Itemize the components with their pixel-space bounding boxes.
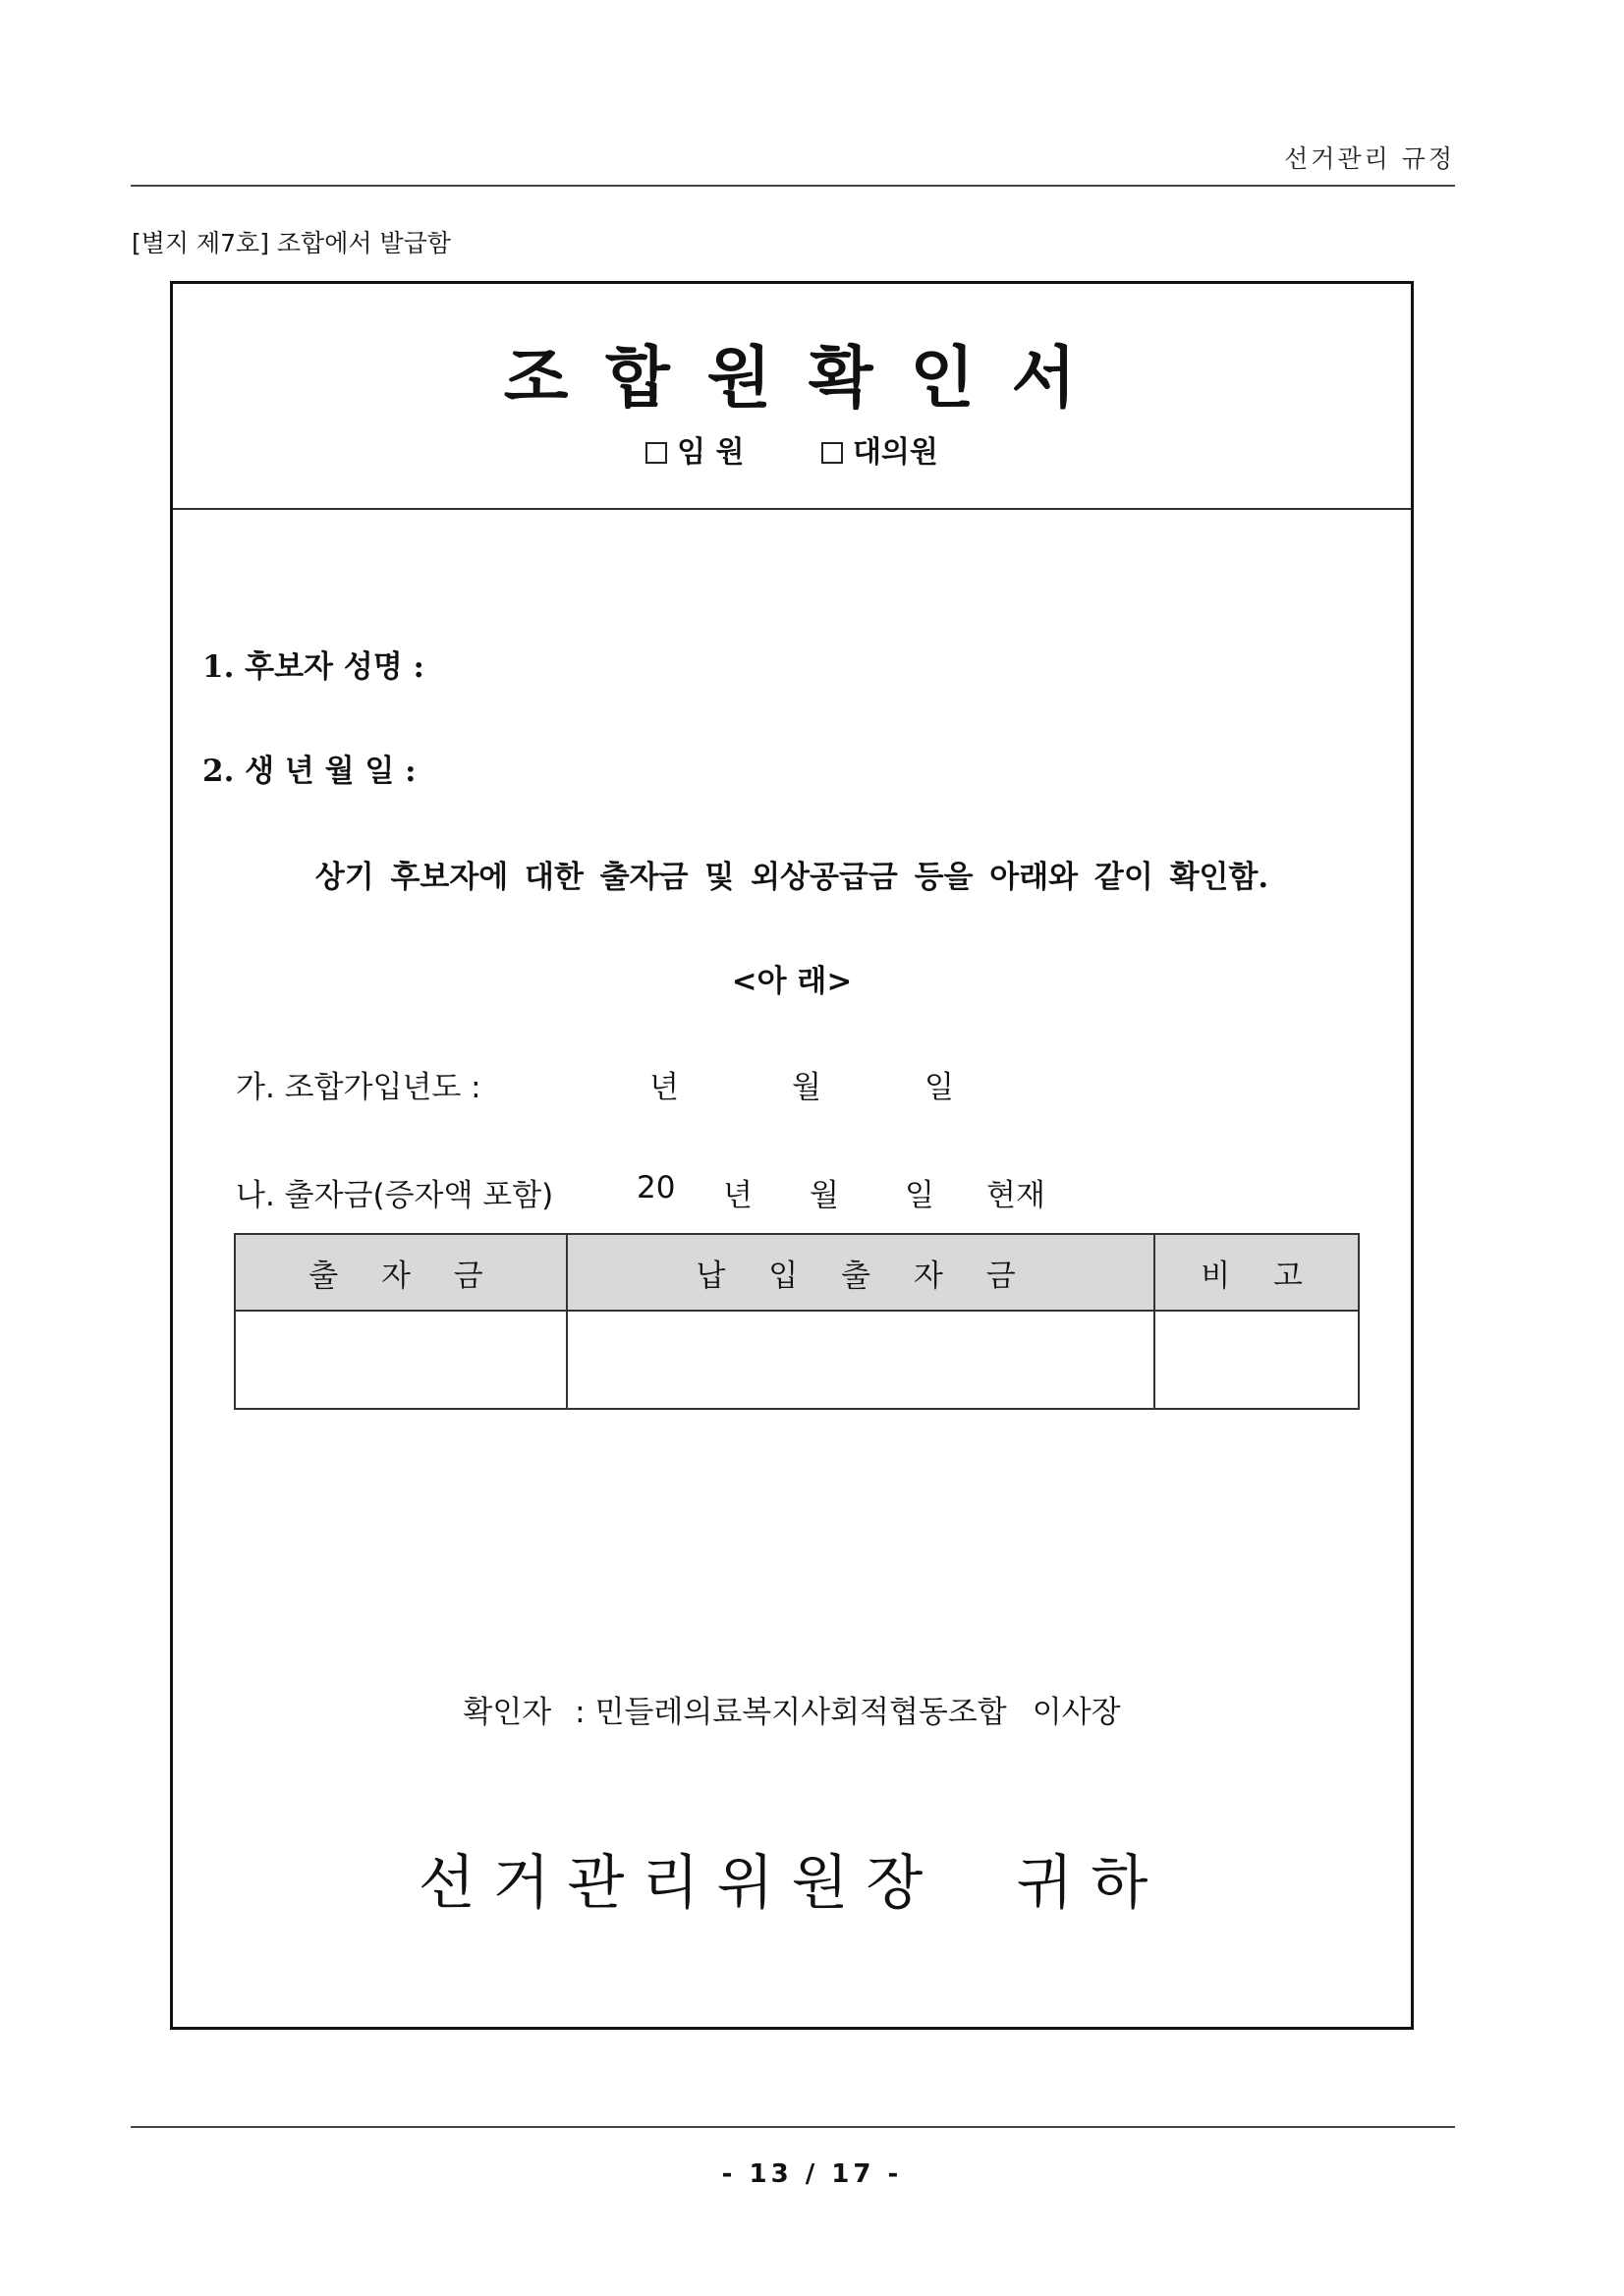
checkbox-delegate-label: 대의원 — [852, 435, 938, 470]
header-divider — [131, 185, 1455, 187]
footer-divider — [131, 2126, 1455, 2128]
cell-remarks[interactable] — [1154, 1311, 1359, 1409]
header-remarks: 비 고 — [1154, 1234, 1359, 1311]
candidate-name-field[interactable]: 1. 후보자 성명 : — [202, 649, 424, 685]
cell-contribution[interactable] — [235, 1311, 567, 1409]
role-checkbox-row — [173, 427, 1411, 471]
header-paid-contribution: 납 입 출 자 금 — [567, 1234, 1154, 1311]
join-year-month[interactable]: 월 — [792, 1070, 821, 1105]
confirmer-role: 이사장 — [1032, 1695, 1121, 1730]
page-number: - 13 / 17 - — [721, 2159, 903, 2189]
contribution-label: 나. 출자금(증자액 포함) — [236, 1178, 554, 1213]
join-year-label: 가. 조합가입년도 : — [236, 1070, 481, 1105]
table-header-row — [235, 1234, 1359, 1311]
contribution-century: 20 — [637, 1170, 676, 1205]
confirmer-org: 민들레의료복지사회적협동조합 — [594, 1695, 1007, 1730]
contribution-year[interactable]: 년 — [723, 1178, 753, 1213]
checkbox-delegate-box[interactable] — [821, 442, 843, 464]
confirmation-statement: 상기 후보자에 대한 출자금 및 외상공급금 등을 아래와 같이 확인함. — [314, 860, 1269, 895]
confirmer-line — [173, 1687, 1411, 1731]
contribution-day[interactable]: 일 — [905, 1178, 934, 1213]
below-notice: <아 래> — [731, 964, 853, 999]
checkbox-delegate[interactable] — [821, 427, 938, 471]
contribution-month[interactable]: 월 — [810, 1178, 839, 1213]
running-header: 선거관리 규정 — [1284, 144, 1455, 173]
confirmer-label: 확인자 : — [463, 1695, 586, 1730]
join-year-year[interactable]: 년 — [649, 1070, 679, 1105]
document-title: 조 합 원 확 인 서 — [503, 339, 1081, 418]
addressee: 선거관리위원장 귀하 — [418, 1849, 1166, 1918]
header-contribution: 출 자 금 — [235, 1234, 567, 1311]
contribution-asof: 현재 — [986, 1178, 1045, 1213]
form-frame — [170, 281, 1414, 2030]
cell-paid-contribution[interactable] — [567, 1311, 1154, 1409]
table-row — [235, 1311, 1359, 1409]
checkbox-officer-label: 임 원 — [677, 435, 745, 470]
birth-date-field[interactable]: 2. 생 년 월 일 : — [202, 754, 417, 789]
form-reference: [별지 제7호] 조합에서 발급함 — [132, 229, 451, 257]
join-year-day[interactable]: 일 — [924, 1070, 954, 1105]
checkbox-officer[interactable] — [645, 427, 744, 471]
title-section — [173, 284, 1411, 510]
contribution-table — [234, 1233, 1360, 1410]
checkbox-officer-box[interactable] — [645, 442, 667, 464]
